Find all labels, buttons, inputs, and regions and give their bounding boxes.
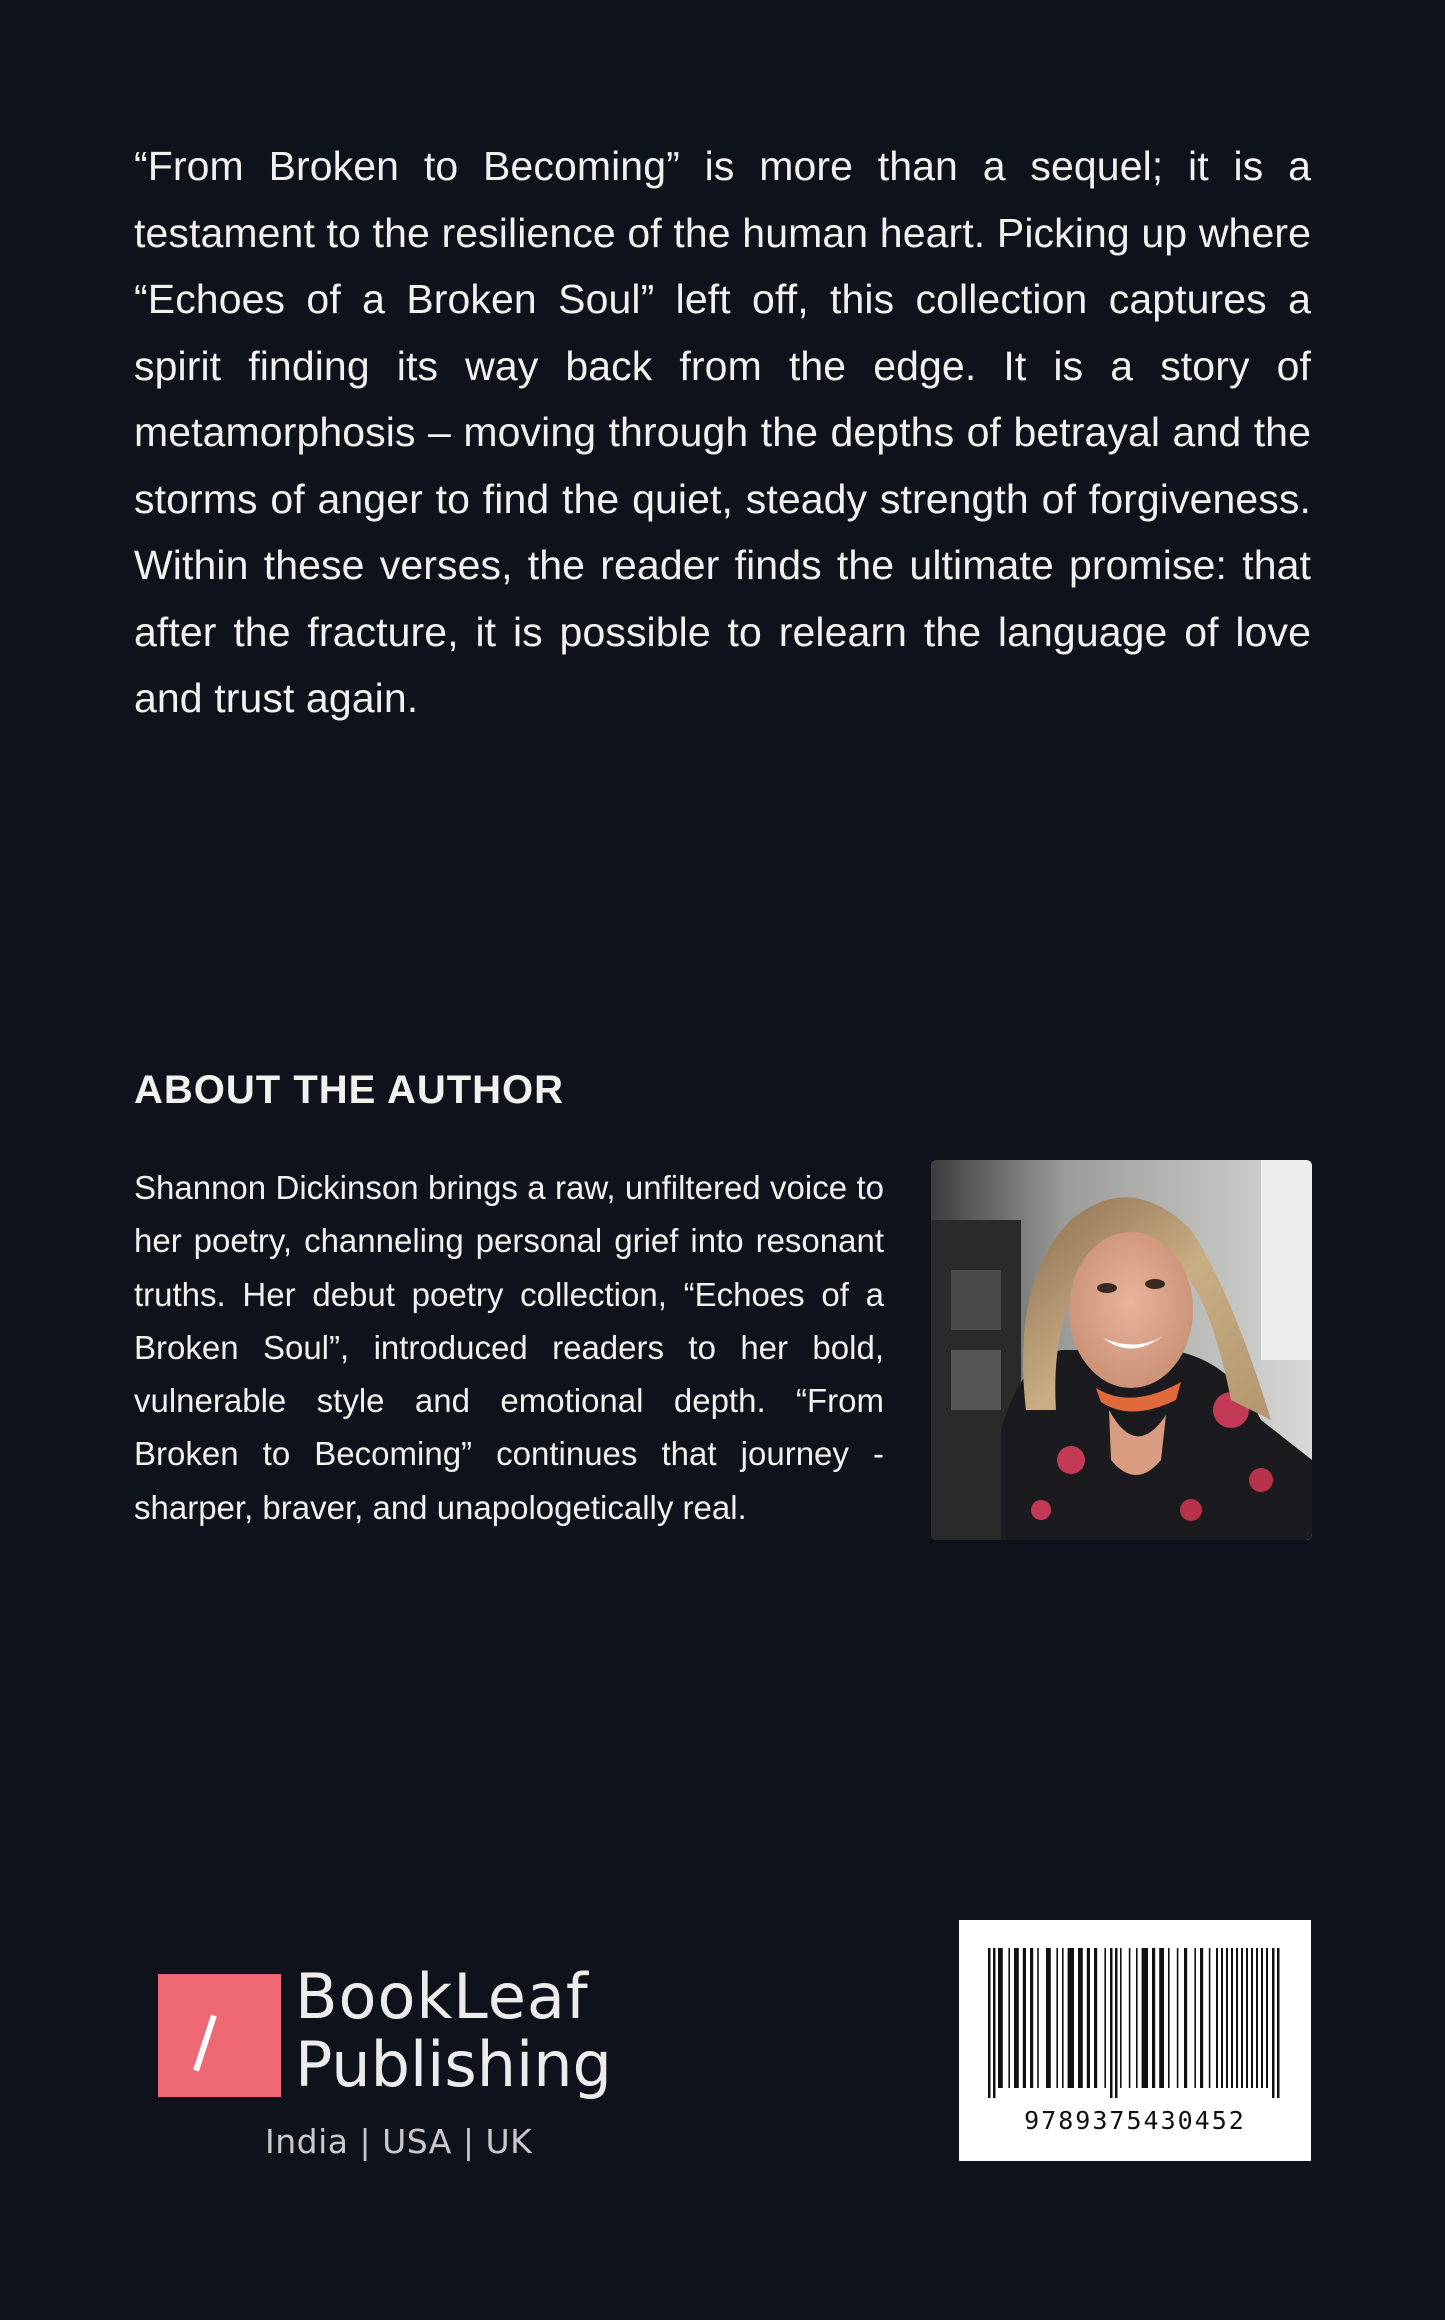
isbn-number: 9789375430452 <box>1024 2106 1246 2135</box>
publisher-regions: India | USA | UK <box>265 2122 533 2161</box>
publisher-name-line2: Publishing <box>295 2028 612 2101</box>
author-photo <box>931 1160 1312 1540</box>
author-bio: Shannon Dickinson brings a raw, unfiltered voice to her poetry, channeling personal grief into resonant truths. Her debut poetry collection, “Echoes of a Broken Soul”, introduced readers to her bold, vulnerable style and emotional depth. “From Broken to Becoming” continues that journey - sharper, braver, and unapologetically real. <box>134 1169 884 1526</box>
publisher-logo-mark <box>158 1974 281 2097</box>
book-blurb: “From Broken to Becoming” is more than a sequel; it is a testament to the resilience of the human heart. Picking up where “Echoes of a Broken Soul” left off, this collection captures a spirit finding its way back from the edge. It is a story of metamorphosis – moving through the depths of betrayal and the storms of anger to find the quiet, steady strength of forgiveness. Within these verses, the reader finds the ultimate promise: that after the fracture, it is possible to relearn the language of love and trust again. <box>134 143 1311 721</box>
barcode-bars <box>988 1948 1282 2098</box>
publisher-name-line1: BookLeaf <box>295 1960 589 2033</box>
about-author-heading: ABOUT THE AUTHOR <box>134 1068 565 1112</box>
isbn-barcode <box>959 1920 1311 2161</box>
